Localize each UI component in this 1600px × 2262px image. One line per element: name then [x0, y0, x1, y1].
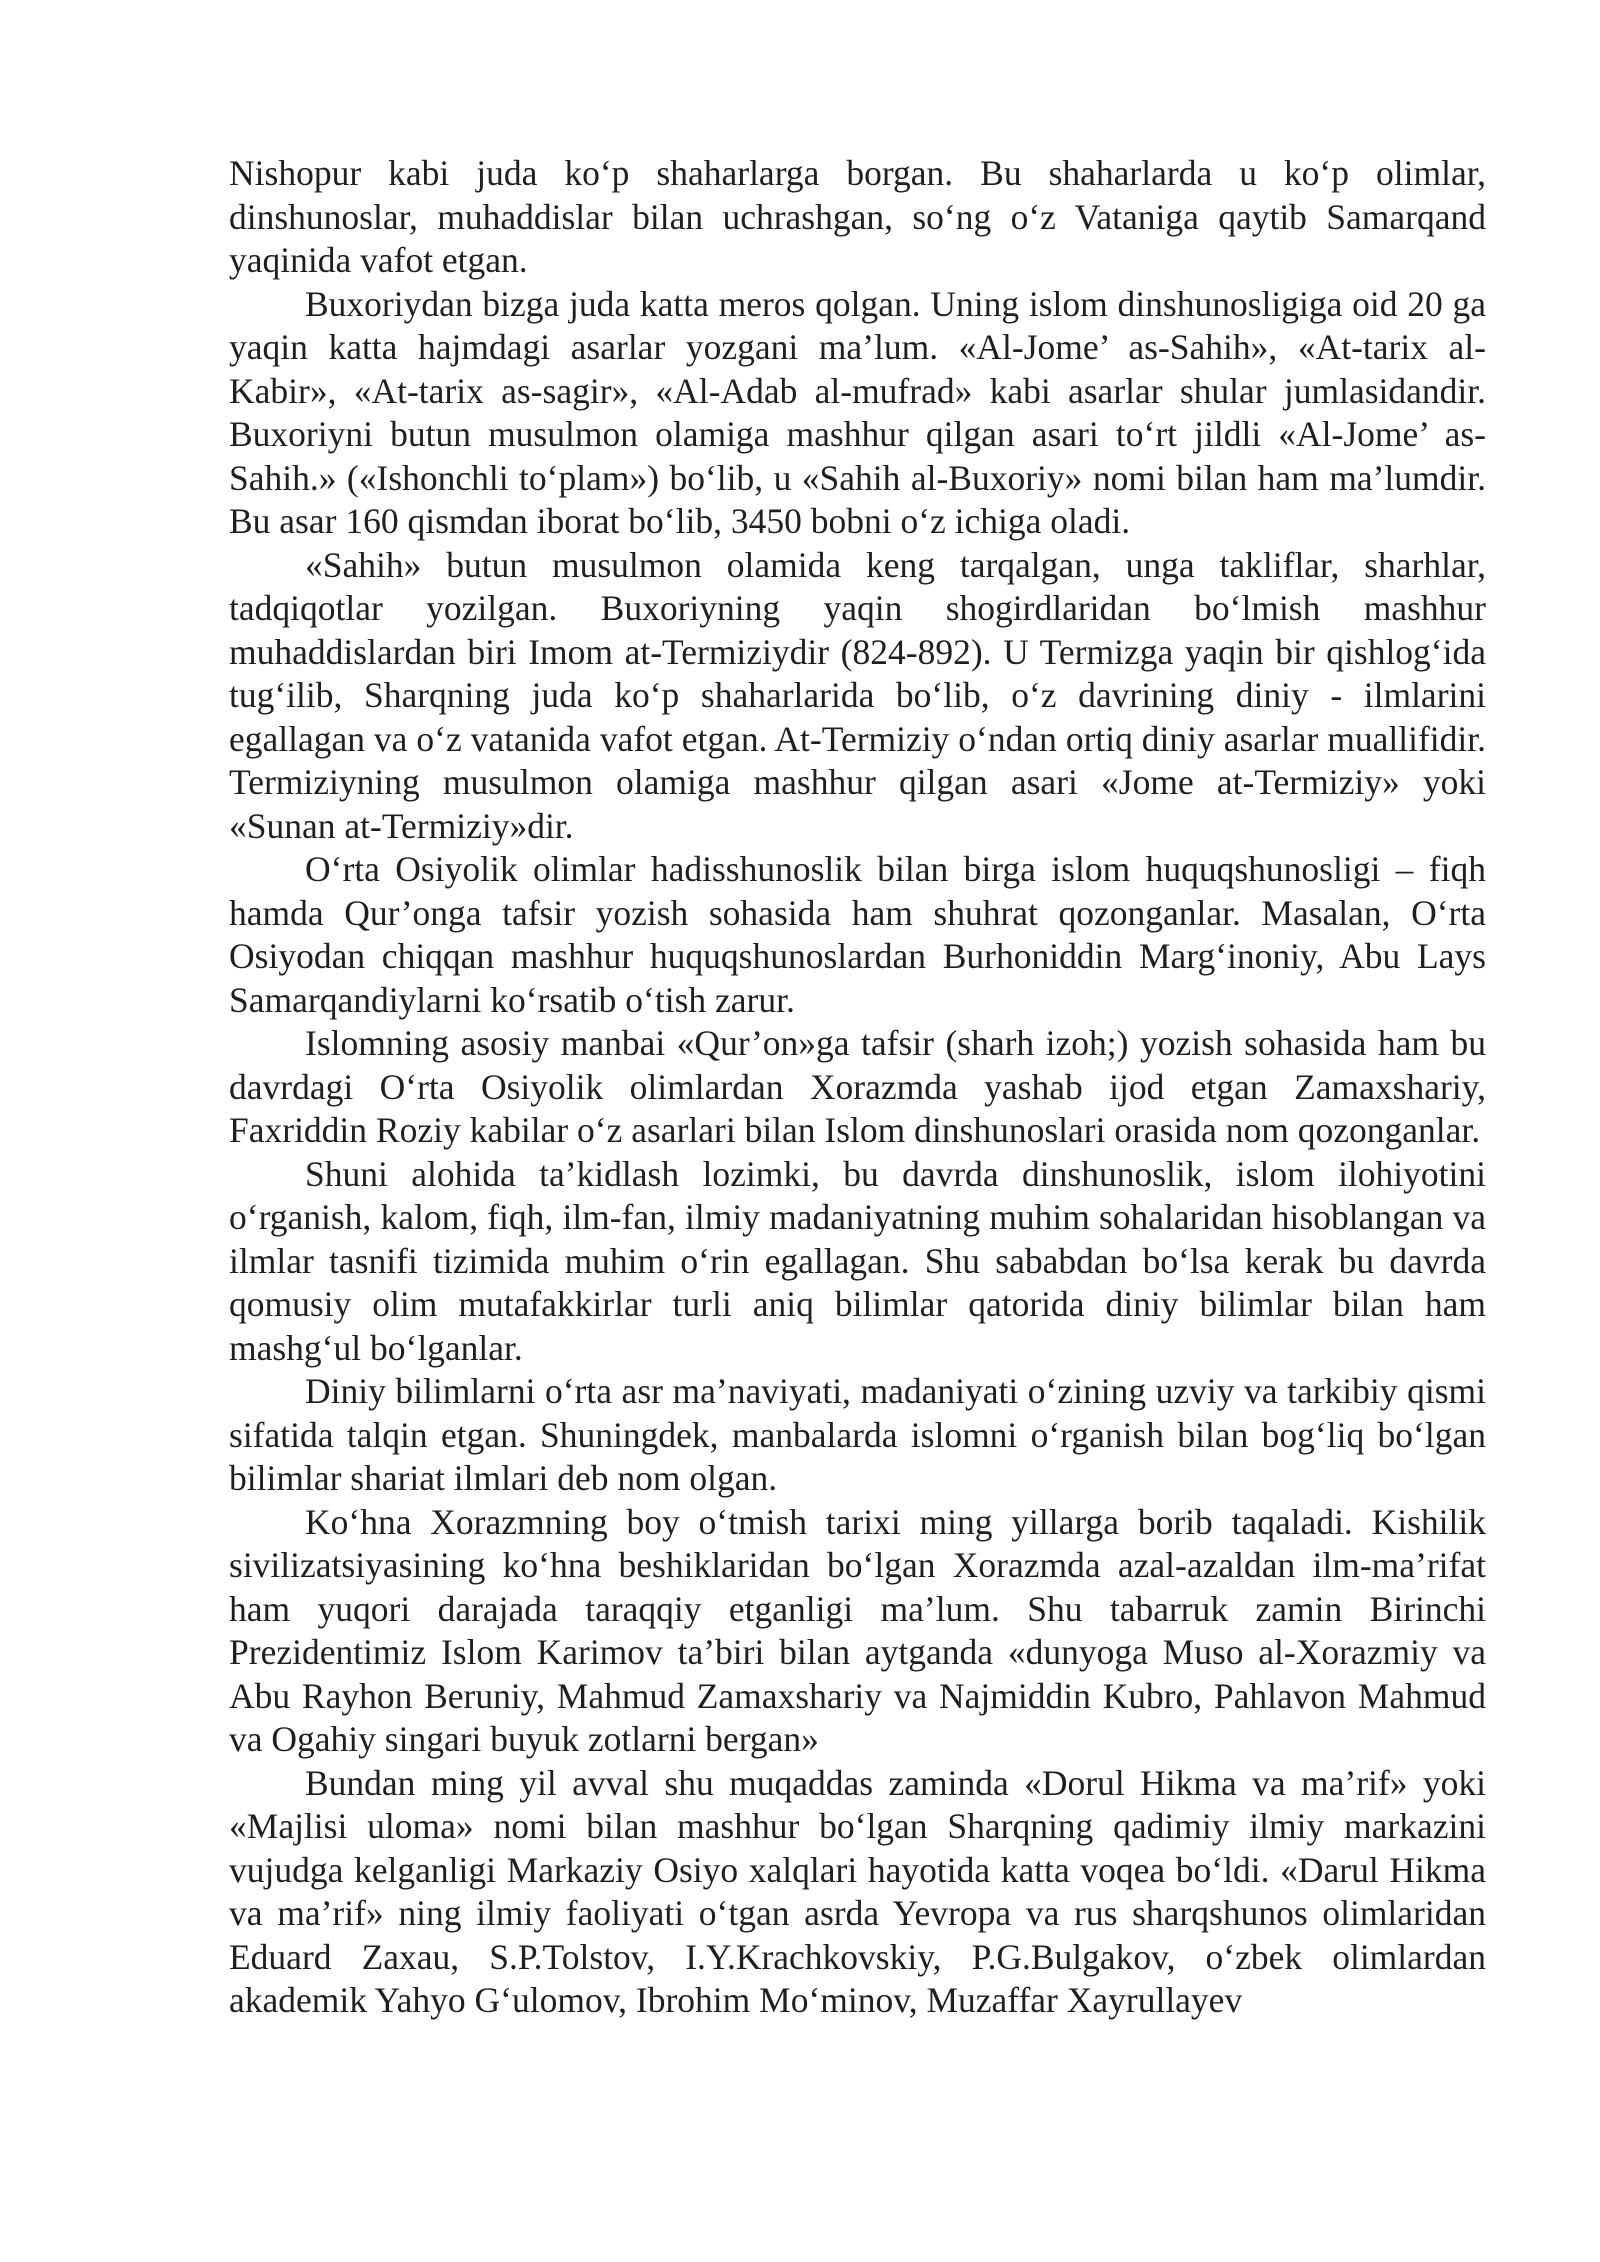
paragraph-fiqh: O‘rta Osiyolik olimlar hadisshunoslik bilan birga islom huquqshunosligi – fiqh hamda Qur’onga tafsir yozish sohasida ham shuhrat qozonganlar. Masalan, O‘rta Osiyodan chiqqan mashhur huquqshunoslardan Burhoniddin Marg‘inoniy, Abu Lays Samarqandiylarni ko‘rsatib o‘tish zarur. — [229, 849, 1486, 1020]
body-text — [229, 152, 1486, 2023]
paragraph-sahih: «Sahih» butun musulmon olamida keng tarqalgan, unga takliflar, sharhlar, tadqiqotlar yozilgan. Buxoriyning yaqin shogirdlaridan bo‘lmish mashhur muhaddislardan biri Imom at-Termiziydir (824-892). U Termizga yaqin bir qishlog‘ida tug‘ilib, Sharqning juda ko‘p shaharlarida bo‘lib, o‘z davrining diniy - ilmlarini egallagan va o‘z vatanida vafot etgan. At-Termiziy o‘ndan ortiq diniy asarlar muallifidir. Termiziyning musulmon olamiga mashhur qilgan asari «Jome at-Termiziy» yoki «Sunan at-Termiziy»dir. — [229, 544, 1486, 846]
paragraph-diniy-bilimlar: Diniy bilimlarni o‘rta asr ma’naviyati, madaniyati o‘zining uzviy va tarkibiy qismi sifatida talqin etgan. Shuningdek, manbalarda islomni o‘rganish bilan bog‘liq bo‘lgan bilimlar shariat ilmlari deb nom olgan. — [229, 1371, 1486, 1498]
paragraph-buxoriy-legacy: Buxoriydan bizga juda katta meros qolgan. Uning islom dinshunosligiga oid 20 ga yaqin katta hajmdagi asarlar yozgani ma’lum. «Al-Jome’ as-Sahih», «At-tarix al-Kabir», «At-tarix as-sagir», «Al-Adab al-mufrad» kabi asarlar shular jumlasidandir. Buxoriyni butun musulmon olamiga mashhur qilgan asari to‘rt jildli «Al-Jome’ as-Sahih.» («Ishonchli to‘plam») bo‘lib, u «Sahih al-Buxoriy» nomi bilan ham ma’lumdir. Bu asar 160 qismdan iborat bo‘lib, 3450 bobni o‘z ichiga oladi. — [229, 283, 1486, 541]
paragraph-dinshunoslik: Shuni alohida ta’kidlash lozimki, bu davrda dinshunoslik, islom ilohiyotini o‘rganish, kalom, fiqh, ilm-fan, ilmiy madaniyatning muhim sohalaridan hisoblangan va ilmlar tasnifi tizimida muhim o‘rin egallagan. Shu sababdan bo‘lsa kerak bu davrda qomusiy olim mutafakkirlar turli aniq bilimlar qatorida diniy bilimlar bilan ham mashg‘ul bo‘lganlar. — [229, 1153, 1486, 1368]
paragraph-tafsir: Islomning asosiy manbai «Qur’on»ga tafsir (sharh izoh;) yozish sohasida ham bu davrdagi O‘rta Osiyolik olimlardan Xorazmda yashab ijod etgan Zamaxshariy, Faxriddin Roziy kabilar o‘z asarlari bilan Islom dinshunoslari orasida nom qozonganlar. — [229, 1023, 1486, 1150]
paragraph-dorul-hikma: Bundan ming yil avval shu muqaddas zaminda «Dorul Hikma va ma’rif» yoki «Majlisi uloma» nomi bilan mashhur bo‘lgan Sharqning qadimiy ilmiy markazini vujudga kelganligi Markaziy Osiyo xalqlari hayotida katta voqea bo‘ldi. «Darul Hikma va ma’rif» ning ilmiy faoliyati o‘tgan asrda Yevropa va rus sharqshunos olimlaridan Eduard Zaxau, S.P.Tolstov, I.Y.Krachkovskiy, P.G.Bulgakov, o‘zbek olimlardan akademik Yahyo G‘ulomov, Ibrohim Mo‘minov, Muzaffar Xayrullayev — [229, 1762, 1486, 2020]
paragraph-xorazm: Ko‘hna Xorazmning boy o‘tmish tarixi ming yillarga borib taqaladi. Kishilik sivilizatsiyasining ko‘hna beshiklaridan bo‘lgan Xorazmda azal-azaldan ilm-ma’rifat ham yuqori darajada taraqqiy etganligi ma’lum. Shu tabarruk zamin Birinchi Prezidentimiz Islom Karimov ta’biri bilan aytganda «dunyoga Muso al-Xorazmiy va Abu Rayhon Beruniy, Mahmud Zamaxshariy va Najmiddin Kubro, Pahlavon Mahmud va Ogahiy singari buyuk zotlarni bergan» — [229, 1501, 1486, 1759]
paragraph-continuation: Nishopur kabi juda ko‘p shaharlarga borgan. Bu shaharlarda u ko‘p olimlar, dinshunoslar, muhaddislar bilan uchrashgan, so‘ng o‘z Vataniga qaytib Samarqand yaqinida vafot etgan. — [229, 153, 1486, 280]
